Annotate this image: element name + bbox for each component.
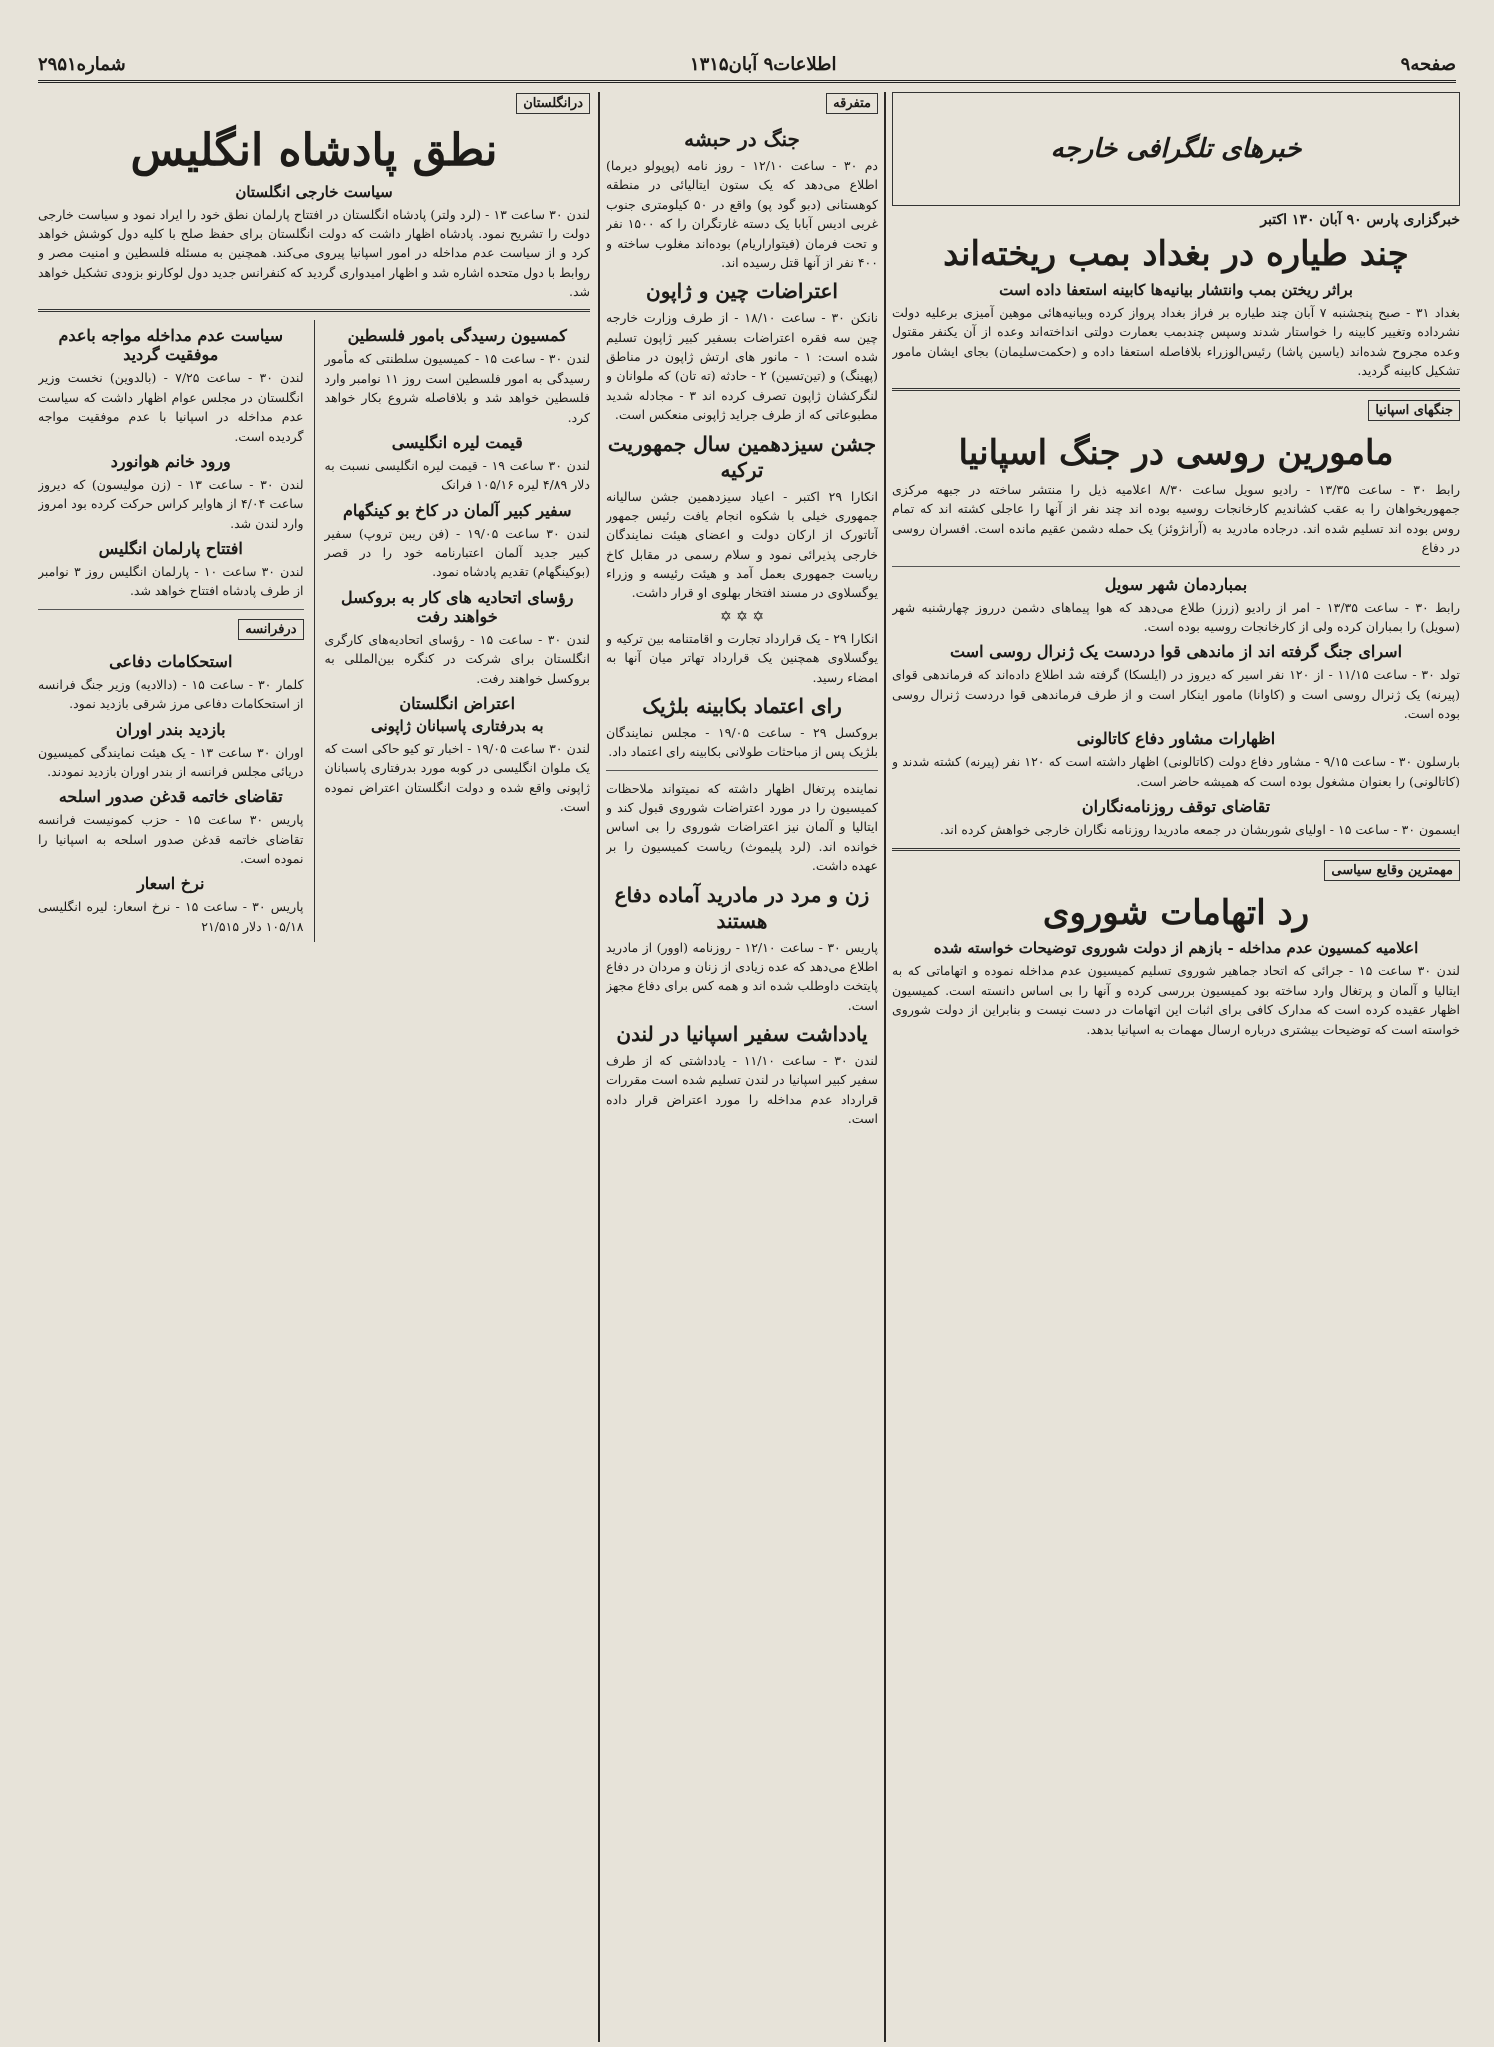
section-logo — [892, 92, 1460, 206]
sevilla-body: رابط ۳۰ - ساعت ۱۳/۳۵ - امر از رادیو (زرز) طلاع می‌دهد که هوا پیماهای دشمن درروز چهارشنبه شهر (سویل) را بمباران کرده ولی از کارخانجات روسیه بوده است. — [892, 599, 1460, 634]
divider — [892, 566, 1460, 567]
china-headline: اعتراضات چین و ژاپون — [646, 279, 838, 304]
agency-line: خبرگزاری پارس ۹۰ آبان ۱۳۰ اکتبر — [1260, 212, 1460, 228]
belgium-body: بروکسل ۲۹ - ساعت ۱۹/۰۵ - مجلس نمایندگان بلژیک پس از مباحثات طولانی بکابینه رای اعتماد داد. — [606, 724, 878, 760]
prisoners-body: تولد ۳۰ - ساعت ۱۱/۱۵ - از ۱۲۰ نفر اسیر که دیروز در (ایلسکا) گرفته شد اطلاع داده‌اند که فرماندهی قوای (پیرنه) یک ژنرال روسی است و (کاوانا) مامور اینکار است و از طرف فرماندهی قوا دردست ژنرال روسی بوده است. — [892, 667, 1460, 722]
ethiopia-body: دم ۳۰ - ساعت ۱۲/۱۰ - روز نامه (پوپولو دیرما) اطلاع می‌دهد که یک ستون ایتالیائی در منطقه کوهستانی (دبو گود پو) واقع در ۵۰ کیلومتری جنوب غربی ادیس آبابا یک دسته غارتگران را که ۱۵۰۰ نفر و تحت فرمان (فیتواراریام) بوده‌اند مغلوب ساخته و ۴۰۰ نفر از آنها قتل رسیده اند. — [606, 158, 878, 270]
defense-headline: استحکامات دفاعی — [109, 651, 233, 671]
speech-headline: نطق پادشاه انگلیس — [130, 125, 498, 176]
masthead — [38, 54, 1456, 83]
england-section-label: درانگلستان — [516, 93, 590, 114]
baghdad-subhead: براثر ریختن بمب وانتشار بیانیه‌ها کابینه استعفا داده است — [999, 280, 1353, 299]
aden-headline: بازدید بندر اوران — [115, 719, 226, 739]
turkey-body: انکارا ۲۹ اکتبر - اعیاد سیزدهمین جشن سالیانه جمهوری خیلی با شکوه انجام یافت رئیس جمهور آتاتورک از ارکان دولت و اعضای هیئت نمایندگان خارجی پذیرائی نمود و سلام رسمی در مقابل کاخ ریاست جمهوری بعمل آمد و هیئت رئیسه و وزراء یوگسلاوی در مسند افتخار بهلوی او قرار داشت. — [606, 488, 878, 601]
rates-headline: نرخ اسعار — [137, 874, 205, 894]
ambassador-headline: یادداشت سفیر اسپانیا در لندن — [616, 1022, 868, 1046]
logo-text: خبرهای تلگرافی خارجه — [1050, 134, 1302, 164]
speech-body: لندن ۳۰ ساعت ۱۳ - (لرد ولتر) پادشاه انگلستان در افتتاح پارلمان نطق خود را ایراد نمود و سیاست خارجی دولت را تشریح نمود. پادشاه اظهار داشت که دولت انگلستان برای حفظ صلح با کلیه دول کوشش خواهد کرد و از سیاست عدم مداخله در امور اسپانیا پیروی می‌کند. همچنین به مسئله فلسطین و امنیت مصر و روابط با دول متحده اشاره شد و اظهار امیدواری گردید که کنفرانس جدید دول لوکارنو بزودی تشکیل خواهد شد. — [38, 206, 590, 300]
pound-headline: قیمت لیره انگلیسی — [391, 432, 523, 452]
sub-column-left — [38, 320, 304, 942]
portugal-body: نماینده پرتغال اظهار داشته که نمیتواند ملاحظات کمیسیون را در مورد اعتراضات شوروی قبول کند و ایتالیا و آلمان نیز اعتراضات شوروی را بی اساس خوانده اند. (لرد پلیموث) ریاست کمیسیون را بر عهده داشت. — [606, 780, 878, 874]
parliament-headline: افتتاح پارلمان انگلیس — [98, 539, 243, 559]
sevilla-headline: بمباردمان شهر سویل — [1104, 574, 1248, 594]
china-body: نانکن ۳۰ - ساعت ۱۸/۱۰ - از طرف وزارت خارجه چین سه فقره اعتراضات بسفیر کبیر ژاپون تسلیم شده است: ۱ - مانور های ارتش ژاپون در مناطق (پهینگ) و (تین‌تسین) ۲ - حادثه (ته تان) که ملوانان و لنگرکشان ژاپون تصرف کرده اند ۳ - مجادله شدید مطبوعاتی که از طرف جراید ژاپونی منعکس است. — [606, 310, 878, 423]
pound-body: لندن ۳۰ ساعت ۱۹ - قیمت لیره انگلیسی نسبت به دلار ۴/۸۹ لیره ۱۰۵/۱۶ فرانک — [324, 457, 590, 493]
sub-column-right — [325, 320, 591, 942]
arms-headline: تقاضای خاتمه قدغن صدور اسلحه — [58, 787, 283, 807]
column-rule-1 — [884, 92, 886, 2042]
politics-section-label: مهمترین وقایع سیاسی — [1324, 860, 1460, 881]
divider — [606, 770, 878, 771]
protest-headline: اعتراض انگلستان — [399, 693, 516, 713]
protest-subhead: به بدرفتاری پاسبانان ژاپونی — [370, 716, 544, 735]
ambassador-body: لندن ۳۰ - ساعت ۱۱/۱۰ - یادداشتی که از طرف سفیر کبیر اسپانیا در لندن تسلیم شده است مقررات قرارداد عدم مداخله را مورد اعتراض قرار داده است. — [606, 1053, 878, 1127]
misc-section-label: متفرقه — [826, 93, 878, 114]
madrid-body: پاریس ۳۰ - ساعت ۱۲/۱۰ - روزنامه (اوور) از مادرید اطلاع می‌دهد که عده زیادی از زنان و مردان در دفاع پایتخت داوطلب شده اند و همه کس برای دفاع مجهز است. — [606, 939, 878, 1013]
palestine-headline: کمسیون رسیدگی بامور فلسطین — [347, 326, 567, 346]
soviet-subhead: اعلامیه کمسیون عدم مداخله - بازهم از دولت شوروی توضیحات خواسته شده — [933, 939, 1419, 958]
france-section-label: درفرانسه — [238, 619, 303, 640]
column-left — [38, 92, 590, 2042]
german-body: لندن ۳۰ ساعت ۱۹/۰۵ - (فن ریبن تروپ) سفیر کبیر جدید آلمان اعتبارنامه خود را در قصر (بوکینگهام) تقدیم پادشاه نمود. — [324, 525, 590, 580]
protest-body: لندن ۳۰ ساعت ۱۹/۰۵ - اخبار تو کیو حاکی است که یک ملوان انگلیسی در کوبه مورد بدرفتاری پاسبانان ژاپونی واقع شده و دولت انگلستان اعتراض نموده است. — [324, 740, 590, 815]
german-headline: سفیر کبیر آلمان در کاخ بو کینگهام — [342, 500, 572, 520]
issue-date: اطلاعات۹ آبان۱۳۱۵ — [689, 53, 837, 75]
baghdad-headline: چند طیاره در بغداد بمب ریخته‌اند — [943, 234, 1409, 274]
defense-body: کلمار ۳۰ - ساعت ۱۵ - (دالادیه) وزیر جنگ فرانسه از استحکامات دفاعی مرز شرقی بازدید نمود. — [38, 676, 304, 712]
divider — [892, 388, 1460, 391]
divider — [38, 309, 590, 312]
catalonia-body: بارسلون ۳۰ - ساعت ۹/۱۵ - مشاور دفاع دولت (کاتالونی) اظهار داشته است که ۱۲۰ نفر (پیرنه) کشته شدند و (کاتالونی) را بعنوان مشغول بوده است که همیشه حاضر است. — [892, 754, 1460, 789]
column-right — [892, 92, 1460, 2042]
parliament-body: لندن ۳۰ ساعت ۱۰ - پارلمان انگلیس روز ۳ نوامبر از طرف پادشاه افتتاح خواهد شد. — [38, 564, 304, 599]
spain-section-label: جنگهای اسپانیا — [1368, 400, 1460, 421]
spain-body: رابط ۳۰ - ساعت ۱۳/۳۵ - رادیو سویل ساعت ۸/۳۰ اعلامیه ذیل را منتشر ساخته در جبهه مرکزی جمهوریخواهان را به عقب کشاندیم کارخانجات روسیه بوده اند چند نفر از آنها را عاجلی کشته اند که تمام روس بوده اند تسلیم شده اند. درجاده مادرید به (آرانژوئز) یک حمله دشمن عقیم مانده است. افسران روسی در دفاع — [892, 482, 1460, 556]
arms-body: پاریس ۳۰ ساعت ۱۵ - حزب کمونیست فرانسه تقاضای خاتمه قدغن صدور اسلحه به اسپانیا را نموده است. — [38, 812, 304, 867]
divider — [38, 609, 304, 610]
baghdad-body: بغداد ۳۱ - صبح پنجشنبه ۷ آبان چند طیاره بر فراز بغداد پرواز کرده وبیانیه‌هائی موهین آمیزی برعلیه دولت نشرداده وتغییر کابینه را خواستار شدند وسپس چندبمب بعمارت دولتی انداخته‌اند وعده از آن یکنفر مقتول وعده مجروح شده‌اند (یاسین پاشا) رئیس‌الوزراء بلافاصله استعفا داده و (حکمت‌سلیمان) بجای ایشان مامور تشکیل کابینه گردید. — [892, 304, 1460, 378]
noninterv-body: لندن ۳۰ - ساعت ۷/۲۵ - (بالدوین) نخست وزیر انگلستان در مجلس عوام اظهار داشت که سیاست عدم مداخله در اسپانیا با عدم موفقیت مواجه گردیده است. — [38, 370, 304, 444]
prisoners-headline: اسرای جنگ گرفته اند از ماندهی قوا دردست یک ژنرال روسی است — [949, 642, 1403, 662]
sub-columns — [38, 320, 590, 942]
trade-body: انکارا ۲۹ - یک قرارداد تجارت و اقامتنامه بین ترکیه و یوگسلاوی همچنین یک قرارداد تهاتر میان آنها به امضاء رسید. — [606, 630, 878, 685]
spain-headline: مامورین روسی در جنگ اسپانیا — [958, 433, 1394, 474]
women-body: لندن ۳۰ - ساعت ۱۳ - (زن مولیسون) که دیروز ساعت ۴/۰۴ از هاوایر کراس حرکت کرده بود امروز وارد لندن شد. — [38, 476, 304, 531]
unions-headline: رؤسای اتحادیه های کار به بروکسل خواهند رفت — [341, 587, 574, 626]
journalists-body: ایسمون ۳۰ - ساعت ۱۵ - اولیای شوربشان در جمعه مادریدا روزنامه نگاران خارجی خواهش کرده اند. — [939, 822, 1460, 838]
page-label: صفحه۹ — [1400, 53, 1456, 75]
speech-subhead: سیاست خارجی انگلستان — [235, 182, 393, 201]
rates-body: پاریس ۳۰ - ساعت ۱۵ - نرخ اسعار: لیره انگلیسی ۱۰۵/۱۸ دلار ۲۱/۵۱۵ — [38, 899, 304, 934]
divider — [892, 848, 1460, 851]
column-middle — [606, 92, 878, 2042]
soviet-headline: رد اتهامات شوروی — [1042, 892, 1310, 933]
sub-column-rule — [314, 320, 315, 942]
unions-body: لندن ۳۰ - ساعت ۱۵ - رؤسای اتحادیه‌های کارگری انگلستان برای شرکت در کنگره بین‌المللی به بروکسل خواهند رفت. — [324, 631, 590, 686]
soviet-body: لندن ۳۰ ساعت ۱۵ - جرائی که اتحاد جماهیر شوروی تسلیم کمیسیون عدم مداخله نموده و اتهاماتی که به ایتالیا و آلمان و پرتغال وارد ساخته بود کمیسیون بررسی کرده و آنها را بی اساس دانسته است. کمیسیون اظهار عقیده کرده است که مدارک کافی برای اثبات این اتهامات در دست نیست و بنابراین از دولت شوروی خواسته است که توضیحات بیشتری درباره ارسال مهمات به اسپانیا بدهد. — [892, 963, 1460, 1037]
madrid-headline: زن و مرد در مادرید آماده دفاع هستند — [614, 882, 870, 933]
journalists-headline: تقاضای توقف روزنامه‌نگاران — [1081, 797, 1271, 817]
ornament-stars: ✡ ✡ ✡ — [719, 608, 765, 625]
column-rule-2 — [598, 92, 600, 2042]
palestine-body: لندن ۳۰ - ساعت ۱۵ - کمیسیون سلطنتی که مأمور رسیدگی به امور فلسطین است روز ۱۱ نوامبر وارد فلسطین خواهد شد و بلافاصله شروع بکار خواهد کرد. — [324, 351, 590, 425]
ethiopia-headline: جنگ در حبشه — [684, 127, 800, 151]
issue-number: شماره۲۹۵۱ — [38, 53, 126, 75]
noninterv-headline: سیاست عدم مداخله مواجه باعدم موفقیت گردید — [58, 326, 283, 365]
belgium-headline: رای اعتماد بکابینه بلژیک — [642, 693, 842, 718]
turkey-headline: جشن سیزدهمین سال جمهوریت ترکیه — [607, 431, 877, 482]
catalonia-headline: اظهارات مشاور دفاع کاتالونی — [1076, 729, 1276, 749]
women-headline: ورود خانم هوانورد — [110, 451, 231, 471]
aden-body: اوران ۳۰ ساعت ۱۳ - یک هیئت نمایندگی کمیسیون دریائی مجلس فرانسه از بندر اوران بازدید نمودند. — [38, 744, 304, 779]
